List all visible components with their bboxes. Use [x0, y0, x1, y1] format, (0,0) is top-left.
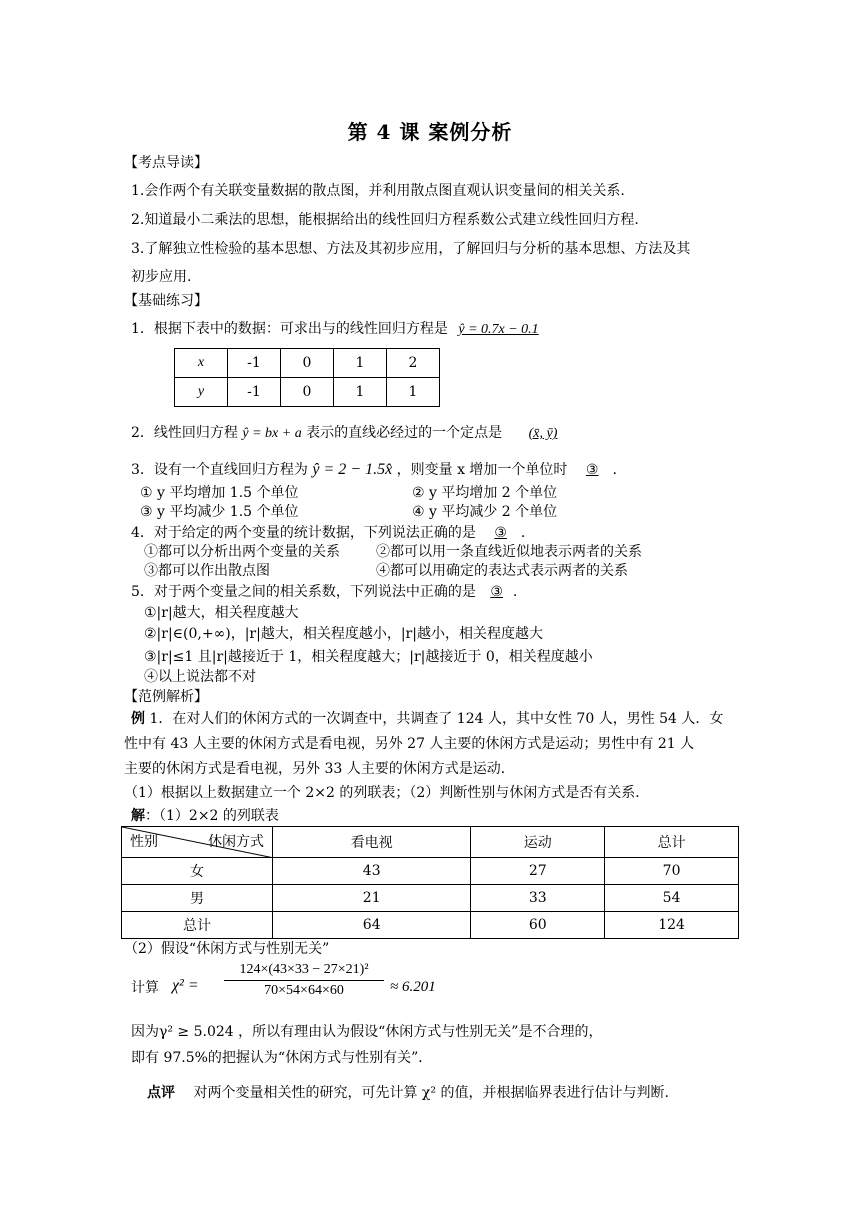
- question-3-answer: ③: [585, 462, 599, 478]
- question-4-option-4: ④都可以用确定的表达式表示两者的关系: [376, 563, 628, 579]
- question-3-option-1: ① y 平均增加 1.5 个单位: [140, 485, 299, 501]
- column-header: 看电视: [273, 827, 471, 858]
- fraction-bar: [224, 980, 384, 981]
- table-cell: -1: [228, 349, 281, 378]
- question-3-option-4: ④ y 平均减少 2 个单位: [412, 504, 558, 520]
- table-cell: 43: [273, 858, 471, 885]
- question-5-text: 5．对于两个变量之间的相关系数，下列说法中正确的是: [131, 584, 476, 600]
- table-row: [175, 349, 440, 378]
- corner-label-right: 休闲方式: [208, 834, 264, 850]
- question-3-option-3: ③ y 平均减少 1.5 个单位: [140, 504, 299, 520]
- question-4-option-2: ②都可以用一条直线近似地表示两者的关系: [376, 544, 642, 560]
- example-1-line-3: 主要的休闲方式是看电视，另外 33 人主要的休闲方式是运动．: [124, 761, 515, 777]
- table-cell: 0: [281, 349, 334, 378]
- question-4-option-3: ③都可以作出散点图: [144, 563, 270, 579]
- table-row-head: x: [175, 349, 228, 378]
- guide-item-4: 初步应用.: [131, 269, 192, 285]
- table-cell: 1: [334, 378, 387, 407]
- table-cell: 2: [387, 349, 440, 378]
- data-table-1: [174, 348, 440, 407]
- guide-item-2: 2.知道最小二乘法的思想，能根据给出的线性回归方程系数公式建立线性回归方程.: [131, 212, 639, 228]
- solution-line-1: [131, 807, 279, 825]
- question-5-option-2: ②|r|∈(0,+∞)，|r|越大，相关程度越小，|r|越小，相关程度越大: [144, 626, 543, 642]
- section-guide: 【考点导读】: [124, 155, 208, 171]
- column-header: 总计: [605, 827, 739, 858]
- question-4-option-1: ①都可以分析出两个变量的关系: [144, 544, 340, 560]
- table-row: [122, 885, 739, 912]
- example-1-text-1: 1．在对人们的休闲方式的一次调查中，共调查了 124 人，其中女性 70 人，男性 54 人．女: [145, 711, 724, 727]
- question-3-formula: ŷ = 2 − 1.5x̂: [312, 461, 393, 478]
- question-2-formula: ŷ = bx + a: [242, 426, 302, 441]
- fraction-numerator: 124×(43×33 − 27×21)²: [239, 962, 369, 977]
- chi-square-approx: ≈ 6.201: [390, 979, 436, 995]
- table-row: [122, 858, 739, 885]
- conclusion-text: 即有 97.5%的把握认为“休闲方式与性别有关”．: [131, 1050, 433, 1066]
- comment-line: [147, 1084, 669, 1102]
- example-label: 例: [131, 711, 145, 727]
- table-corner-cell: [122, 827, 273, 858]
- table-cell: 60: [471, 912, 605, 939]
- question-1-answer: ŷ = 0.7x − 0.1: [458, 322, 539, 337]
- calc-label: 计算: [131, 980, 159, 996]
- question-3-option-2: ② y 平均增加 2 个单位: [412, 485, 558, 501]
- question-4: 4．对于给定的两个变量的统计数据，下列说法正确的是 ③ .: [131, 525, 526, 541]
- table-cell: 70: [605, 858, 739, 885]
- table-cell: 21: [273, 885, 471, 912]
- table-cell: 27: [471, 858, 605, 885]
- example-1-line-2: 性中有 43 人主要的休闲方式是看电视，另外 27 人主要的休闲方式是运动；男性中有 21 人: [124, 736, 695, 752]
- table-row-head: y: [175, 378, 228, 407]
- question-1: [131, 320, 539, 339]
- solution-text: ：（1）2×2 的列联表: [145, 808, 279, 824]
- question-4-text: 4．对于给定的两个变量的统计数据，下列说法正确的是: [131, 525, 476, 541]
- table-cell: 1: [387, 378, 440, 407]
- question-5: 5．对于两个变量之间的相关系数，下列说法中正确的是 ③ .: [131, 584, 518, 600]
- table-cell: 0: [281, 378, 334, 407]
- table-row: [122, 912, 739, 939]
- table-cell: 124: [605, 912, 739, 939]
- page-title: 第 4 课 案例分析: [347, 120, 513, 144]
- comment-text: 对两个变量相关性的研究，可先计算 χ² 的值，并根据临界表进行估计与判断.: [193, 1085, 669, 1101]
- guide-item-3: 3.了解独立性检验的基本思想、方法及其初步应用，了解回归与分析的基本思想、方法及其: [131, 241, 691, 257]
- question-2-text: 2．线性回归方程: [131, 425, 238, 441]
- question-2: [131, 424, 557, 443]
- table-cell: 1: [334, 349, 387, 378]
- question-5-answer: ③: [490, 584, 503, 600]
- question-2-text2: 表示的直线必经过的一个定点是: [306, 425, 503, 441]
- corner-label-left: 性别: [130, 834, 158, 850]
- chi-square-fraction: [224, 962, 384, 999]
- comment-label: 点评: [147, 1085, 175, 1101]
- row-label: 男: [122, 885, 273, 912]
- question-3: 3．设有一个直线回归方程为 ŷ = 2 − 1.5x̂ ，则变量 x 增加一个单位时 ③ .: [131, 461, 617, 478]
- question-5-option-3: ③|r|≤1 且|r|越接近于 1，相关程度越大；|r|越接近于 0，相关程度越小: [144, 649, 593, 665]
- assumption-text: （2）假设“休闲方式与性别无关”: [124, 941, 330, 957]
- question-3-text: 3．设有一个直线回归方程为: [131, 462, 308, 478]
- example-1-line-1: [131, 710, 723, 728]
- row-label: 女: [122, 858, 273, 885]
- section-example: 【范例解析】: [124, 689, 208, 705]
- table-row: [175, 378, 440, 407]
- section-basic: 【基础练习】: [124, 293, 208, 309]
- question-5-option-4: ④以上说法都不对: [144, 669, 256, 685]
- reason-text: 因为γ² ≥ 5.024 ，所以有理由认为假设“休闲方式与性别无关”是不合理的，: [131, 1024, 603, 1040]
- question-4-answer: ③: [494, 525, 507, 541]
- table-cell: -1: [228, 378, 281, 407]
- table-cell: 54: [605, 885, 739, 912]
- fraction-denominator: 70×54×64×60: [264, 983, 344, 998]
- question-2-answer: (x̄, ȳ): [528, 426, 558, 441]
- table-cell: 33: [471, 885, 605, 912]
- solution-label: 解: [131, 808, 145, 824]
- example-1-line-4: （1）根据以上数据建立一个 2×2 的列联表；（2）判断性别与休闲方式是否有关系．: [124, 785, 650, 801]
- column-header: 运动: [471, 827, 605, 858]
- question-1-text: 1．根据下表中的数据：可求出与的线性回归方程是: [131, 321, 448, 337]
- table-cell: 64: [273, 912, 471, 939]
- table-header-row: [122, 827, 739, 858]
- question-3-text2: ，则变量 x 增加一个单位时: [396, 462, 568, 478]
- chi-square-symbol: χ² =: [172, 977, 199, 994]
- question-5-option-1: ①|r|越大，相关程度越大: [144, 605, 299, 621]
- row-label: 总计: [122, 912, 273, 939]
- guide-item-1: 1.会作两个有关联变量数据的散点图，并利用散点图直观认识变量间的相关关系.: [131, 183, 625, 199]
- contingency-table: [121, 826, 739, 939]
